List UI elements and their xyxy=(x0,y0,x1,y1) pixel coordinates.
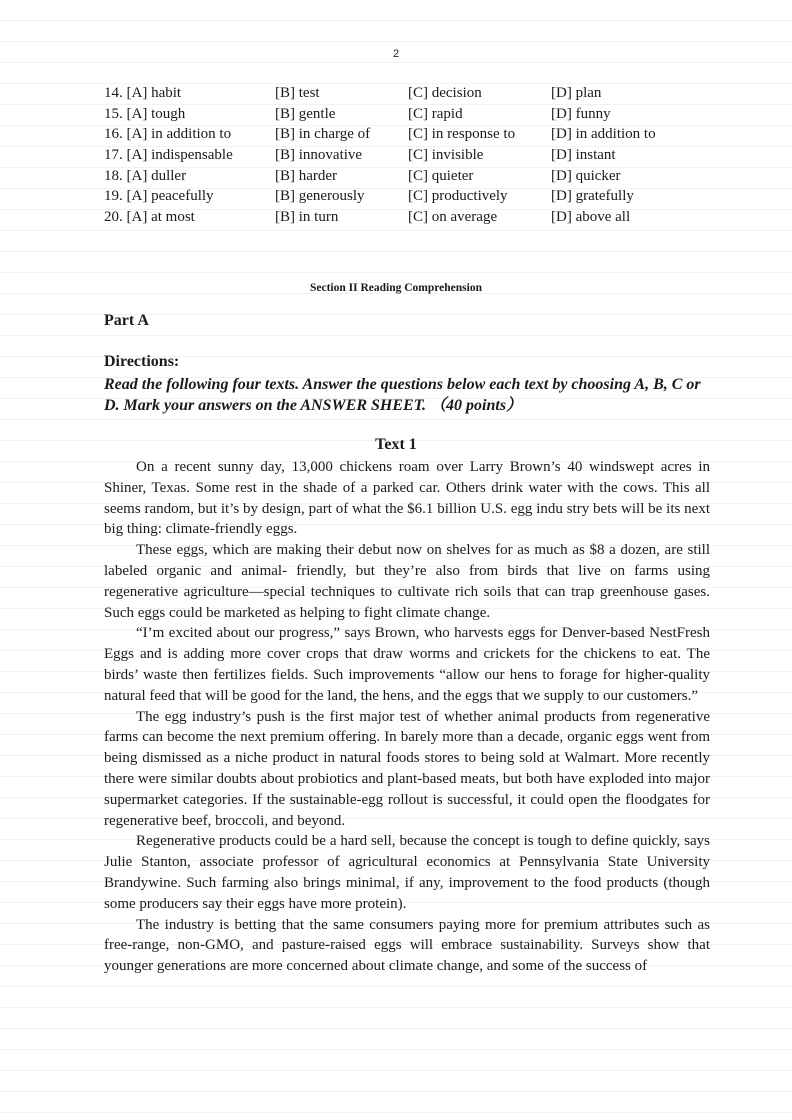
option-a: 18. [A] duller xyxy=(104,167,187,184)
passage-paragraph: The egg industry’s push is the first major test of whether animal products from regenerative farms can become the next premium offering. In barely more than a decade, organic eggs went from being dismissed as a niche product in natural foods stores to being sold at Walmart. More recently there were similar doubts about probiotics and plant-based meats, but both have exploded into major supermarket categories. If the sustainable-egg rollout is successful, it could open the floodgates for regenerative beef, broccoli, and beyond. xyxy=(104,708,710,829)
option-d: [D] above all xyxy=(551,209,631,226)
option-a: 17. [A] indispensable xyxy=(104,147,233,164)
text-title: Text 1 xyxy=(375,436,417,453)
option-d: [D] quicker xyxy=(551,167,621,184)
option-a: 14. [A] habit xyxy=(104,85,182,101)
option-a: 15. [A] tough xyxy=(104,105,186,122)
option-d: [D] plan xyxy=(551,85,602,101)
option-d: [D] instant xyxy=(551,147,616,164)
option-c: [C] on average xyxy=(408,209,498,226)
option-a: 20. [A] at most xyxy=(104,209,195,226)
option-row-18 xyxy=(104,166,704,187)
option-b: [B] gentle xyxy=(275,105,336,122)
option-c: [C] invisible xyxy=(408,147,484,164)
option-b: [B] generously xyxy=(275,188,365,205)
option-row-16 xyxy=(104,124,704,145)
option-row-17 xyxy=(104,145,704,166)
option-row-15 xyxy=(104,104,704,125)
directions-text: Read the following four texts. Answer the questions below each text by choosing A, B, C or D. Mark your answers on the ANSWER SHEET. （40 points） xyxy=(104,376,701,414)
option-c: [C] quieter xyxy=(408,167,474,184)
option-a: 19. [A] peacefully xyxy=(104,188,214,205)
option-d: [D] in addition to xyxy=(551,126,656,143)
directions-label: Directions: xyxy=(104,353,180,370)
passage-paragraph: Regenerative products could be a hard sell, because the concept is tough to define quickly, says Julie Stanton, associate professor of agricultural economics at Pennsylvania State University Brandywine. Such farming also brings minimal, if any, improvement to the food products (though some producers say their eggs have more protein). xyxy=(104,833,710,912)
passage-paragraph: These eggs, which are making their debut now on shelves for as much as $8 a dozen, are still labeled organic and animal- friendly, but they’re also from birds that live on farms using regenerative agriculture—special techniques to cultivate rich soils that can trap greenhouse gases. Such eggs could be marketed as helping to fight climate change. xyxy=(104,542,710,621)
option-b: [B] innovative xyxy=(275,147,363,164)
option-row-19 xyxy=(104,186,704,207)
option-b: [B] harder xyxy=(275,167,338,184)
passage-body xyxy=(104,457,710,977)
option-b: [B] test xyxy=(275,85,320,101)
option-a: 16. [A] in addition to xyxy=(104,126,232,143)
option-c: [C] in response to xyxy=(408,126,516,143)
option-row-14 xyxy=(104,83,704,104)
option-c: [C] productively xyxy=(408,188,508,205)
part-title: Part A xyxy=(104,312,149,329)
passage-paragraph: The industry is betting that the same consumers paying more for premium attributes such as free-range, non-GMO, and pasture-raised eggs will embrace sustainability. Surveys show that younger generations are more concerned about climate change, and some of the success of xyxy=(104,916,710,975)
section-title: Section II Reading Comprehension xyxy=(310,282,482,294)
option-c: [C] rapid xyxy=(408,105,463,122)
option-b: [B] in charge of xyxy=(275,126,371,143)
option-b: [B] in turn xyxy=(275,209,339,226)
page-number: 2 xyxy=(392,48,400,60)
option-d: [D] funny xyxy=(551,105,611,122)
option-d: [D] gratefully xyxy=(551,188,634,205)
option-row-20 xyxy=(104,207,704,228)
passage-paragraph: “I’m excited about our progress,” says Brown, who harvests eggs for Denver-based NestFresh Eggs and is adding more cover crops that draw worms and crickets for the chickens to eat. The birds’ waste then fertilizes fields. Such improvements “allow our hens to forage for higher-quality natural feed that will be good for the land, the hens, and the eggs that we supply to our customers.” xyxy=(104,625,710,704)
answer-options-table xyxy=(104,83,704,228)
option-c: [C] decision xyxy=(408,85,482,101)
passage-paragraph: On a recent sunny day, 13,000 chickens roam over Larry Brown’s 40 windswept acres in Shiner, Texas. Some rest in the shade of a parked car. Others drink water with the cows. This all seems random, but it’s by design, part of what the $6.1 billion U.S. egg indu stry bets will be its next big thing: climate-friendly eggs. xyxy=(104,459,710,538)
